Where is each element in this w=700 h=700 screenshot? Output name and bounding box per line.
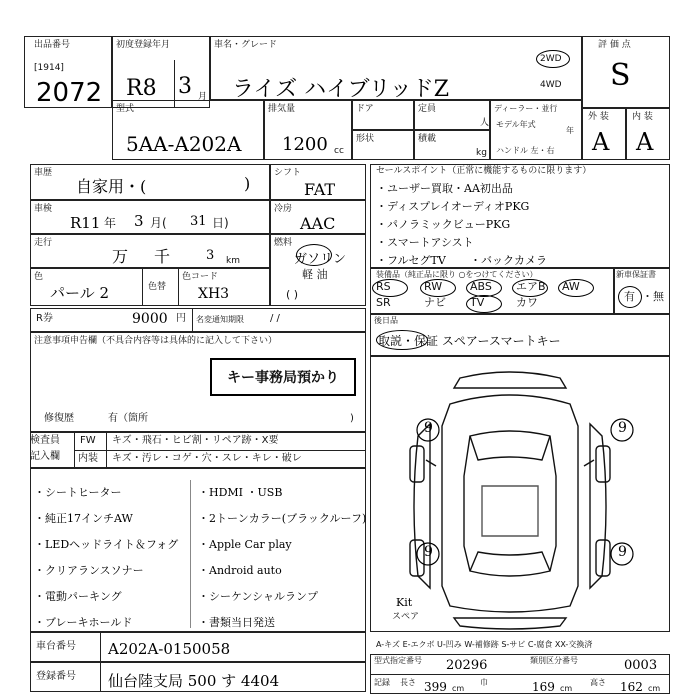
sales-item: ・フルセグTV (376, 254, 446, 267)
spare-label: スペア (392, 612, 420, 622)
cc-unit: cc (334, 146, 344, 156)
color-change-label: 色替 (148, 282, 167, 292)
grade-value: S (610, 58, 631, 93)
width-label: 巾 (480, 678, 488, 687)
sales-item: ・ユーザー買取・AA初出品 (376, 182, 513, 195)
exterior-label: 外 装 (588, 112, 609, 122)
mileage-sen: 千 (154, 247, 171, 266)
type-value: 5AA-A202A (126, 132, 242, 156)
feature-item: ・Apple Car play (198, 538, 292, 551)
drive-circle (536, 50, 570, 68)
interior-label: 内 装 (632, 112, 653, 122)
feature-item: ・純正17インチAW (34, 512, 133, 525)
sales-label: セールスポイント（正常に機能するものに限ります） (376, 166, 592, 176)
warranty-label: 新車保証書 (616, 270, 656, 279)
inspector-label-1: 検査員 (30, 435, 60, 446)
color-code-label: 色コード (182, 272, 219, 282)
r-ticket-unit: 円 (176, 313, 186, 324)
r-ticket-value: 9000 (132, 311, 168, 327)
lot-number: 2072 (36, 78, 103, 108)
color-label: 色 (34, 272, 44, 282)
feature-item: ・クリアランスソナー (34, 564, 144, 577)
history-box (30, 164, 270, 200)
drive-4wd: 4WD (540, 80, 562, 90)
equipment-item: ABS (470, 280, 492, 293)
chassis-value: A202A-0150058 (108, 640, 231, 658)
handle-label: ハンドル 左・右 (496, 146, 555, 155)
aftermarket-label: 後日品 (374, 316, 398, 325)
class-label: 類別区分番号 (530, 656, 578, 665)
width-unit: cm (560, 684, 573, 693)
repair-label: 修復歴 (44, 413, 74, 424)
length-unit: cm (452, 684, 465, 693)
aftermarket-circle (376, 330, 428, 350)
equipment-item: エアB (516, 280, 546, 293)
length-value: 399 (424, 680, 447, 694)
inspector-interior: 内装 (78, 453, 98, 464)
inspection-month-unit: 月( (150, 216, 167, 230)
width-value: 169 (532, 680, 555, 694)
inspection-day: 31 (190, 214, 207, 229)
damage-legend: A-キズ E-エクボ U-凹み W-補修跡 S-サビ C-腐食 XX-交換済 (376, 640, 593, 649)
capacity-unit: 人 (480, 118, 490, 128)
feature-item: ・電動パーキング (34, 590, 122, 603)
disp-label: 記録 (374, 678, 390, 687)
repair-value: 有（箇所 (108, 413, 148, 424)
model-value: ライズ ハイブリッドZ (232, 77, 449, 102)
capacity-label: 定員 (418, 104, 437, 114)
load-label: 積載 (418, 134, 437, 144)
displacement-value: 1200 (282, 134, 328, 155)
tire-mark-rl: 9 (424, 544, 433, 560)
sales-item: ・パノラミックビューPKG (376, 218, 511, 231)
divider (178, 268, 179, 306)
feature-item: ・2トーンカラー(ブラックルーフ) (198, 512, 367, 525)
key-stamp: キー事務局預かり (210, 358, 356, 396)
shift-value: FAT (304, 180, 336, 199)
feature-item: ・シートヒーター (34, 486, 122, 499)
fuel-gas-circle (296, 244, 332, 266)
registration-value: 仙台陸支局 500 す 4404 (108, 672, 280, 690)
history-close: ) (244, 174, 251, 193)
load-unit: kg (476, 148, 487, 158)
divider (106, 432, 107, 468)
tire-mark-fl: 9 (424, 420, 433, 436)
inspection-month: 3 (134, 212, 144, 230)
equipment-label: 装備品（純正品に限り ○をつけてください） (376, 270, 538, 279)
feature-item: ・ブレーキホールド (34, 616, 133, 629)
type-cert-label: 型式指定番号 (374, 656, 422, 665)
tire-mark-rr: 9 (618, 544, 627, 560)
first-reg-month: 3 (178, 74, 192, 99)
fuel-paren: ( ) (286, 288, 299, 301)
year-unit: 年 (566, 126, 574, 135)
exterior-value: A (592, 128, 610, 156)
lot-code: [1914] (34, 63, 64, 73)
feature-item: ・HDMI ・USB (198, 486, 283, 499)
month-unit: 月 (198, 92, 208, 102)
displacement-label: 排気量 (268, 104, 296, 114)
fuel-label: 燃料 (274, 238, 293, 248)
sales-item: ・ディスプレイオーディオPKG (376, 200, 530, 213)
recycle-label: 名変通知期限 (196, 315, 244, 324)
door-label: ドア (356, 104, 374, 114)
feature-item: ・シーケンシャルランプ (198, 590, 318, 603)
ac-value: AAC (300, 214, 336, 233)
inspector-fw: FW (80, 435, 96, 446)
drive-2wd: 2WD (540, 54, 562, 64)
model-year-label: モデル年式 (496, 120, 536, 129)
inspection-era: R11 (70, 214, 101, 232)
color-code-value: XH3 (198, 286, 230, 302)
inspector-fw-text: キズ・飛石・ヒビ割・リペア跡・X要 (112, 435, 279, 446)
notes-label: 注意事項申告欄（不具合内容等は具体的に記入して下さい） (34, 336, 278, 346)
equipment-item: カワ (516, 296, 538, 309)
repair-close: ) (350, 413, 354, 424)
shape-label: 形状 (356, 134, 375, 144)
divider (74, 450, 366, 451)
interior-value: A (636, 128, 654, 156)
divider (370, 674, 670, 675)
chassis-label: 車台番号 (36, 641, 76, 652)
fuel-diesel: 軽 油 (302, 268, 328, 281)
registration-label: 登録番号 (36, 671, 76, 682)
ac-label: 冷房 (274, 204, 293, 214)
shift-label: シフト (274, 168, 302, 178)
equipment-item: TV (470, 296, 485, 309)
mileage-man: 万 (112, 247, 129, 266)
sales-item: ・バックカメラ (470, 254, 547, 267)
equipment-circle (420, 279, 456, 297)
inspector-interior-text: キズ・汚レ・コゲ・穴・スレ・キレ・破レ (112, 453, 302, 464)
mileage-digit: 3 (206, 248, 215, 263)
type-cert-value: 20296 (446, 658, 488, 673)
warranty-no: ・無 (642, 290, 664, 303)
feature-item: ・書類当日発送 (198, 616, 275, 629)
length-label: 長さ (400, 678, 416, 687)
equipment-item: SR (376, 296, 391, 309)
sales-item: ・スマートアシスト (376, 236, 474, 249)
class-value: 0003 (624, 658, 658, 673)
aftermarket-value: 取説・保証 スペアースマートキー (378, 334, 561, 348)
equipment-circle (558, 279, 594, 297)
feature-item: ・LEDヘッドライト＆フォグ (34, 538, 179, 551)
type-label: 型式 (116, 104, 135, 114)
height-unit: cm (648, 684, 661, 693)
color-value: パール 2 (50, 284, 110, 302)
tire-mark-fr: 9 (618, 420, 627, 436)
divider (190, 480, 191, 628)
equipment-circle (466, 295, 502, 313)
equipment-item: AW (562, 280, 580, 293)
model-label: 車名・グレード (214, 40, 278, 50)
inspection-day-unit: 日) (212, 216, 229, 230)
inspector-label-2: 記入欄 (30, 451, 60, 462)
inspection-label: 車検 (34, 204, 53, 214)
equipment-item: ナビ (424, 296, 446, 309)
equipment-item: RS (376, 280, 391, 293)
r-ticket-label: R券 (36, 313, 53, 324)
dealer-label: ディーラー・並行 (494, 104, 558, 113)
fuel-gas: ガソリン (294, 252, 347, 267)
history-value: 自家用・( (76, 177, 147, 196)
mileage-label: 走行 (34, 238, 53, 248)
divider (192, 308, 193, 332)
grade-label: 評 価 点 (598, 40, 631, 50)
warranty-circle (618, 286, 642, 308)
lot-label: 出品番号 (34, 40, 71, 50)
warranty-yes: 有 (624, 290, 635, 303)
inspection-year-unit: 年 (104, 216, 117, 230)
car-diagram (370, 356, 670, 632)
height-label: 高さ (590, 678, 606, 687)
equipment-circle (512, 279, 548, 297)
equipment-item: RW (424, 280, 443, 293)
history-label: 車歴 (34, 168, 53, 178)
recycle-value: / / (270, 313, 280, 324)
km-unit: km (226, 256, 240, 266)
first-reg-label: 初度登録年月 (116, 40, 171, 50)
equipment-circle (372, 279, 408, 297)
feature-item: ・Android auto (198, 564, 282, 577)
height-value: 162 (620, 680, 643, 694)
kit-label: Kit (396, 596, 413, 609)
divider (142, 268, 143, 306)
first-reg-era: R8 (126, 76, 157, 101)
